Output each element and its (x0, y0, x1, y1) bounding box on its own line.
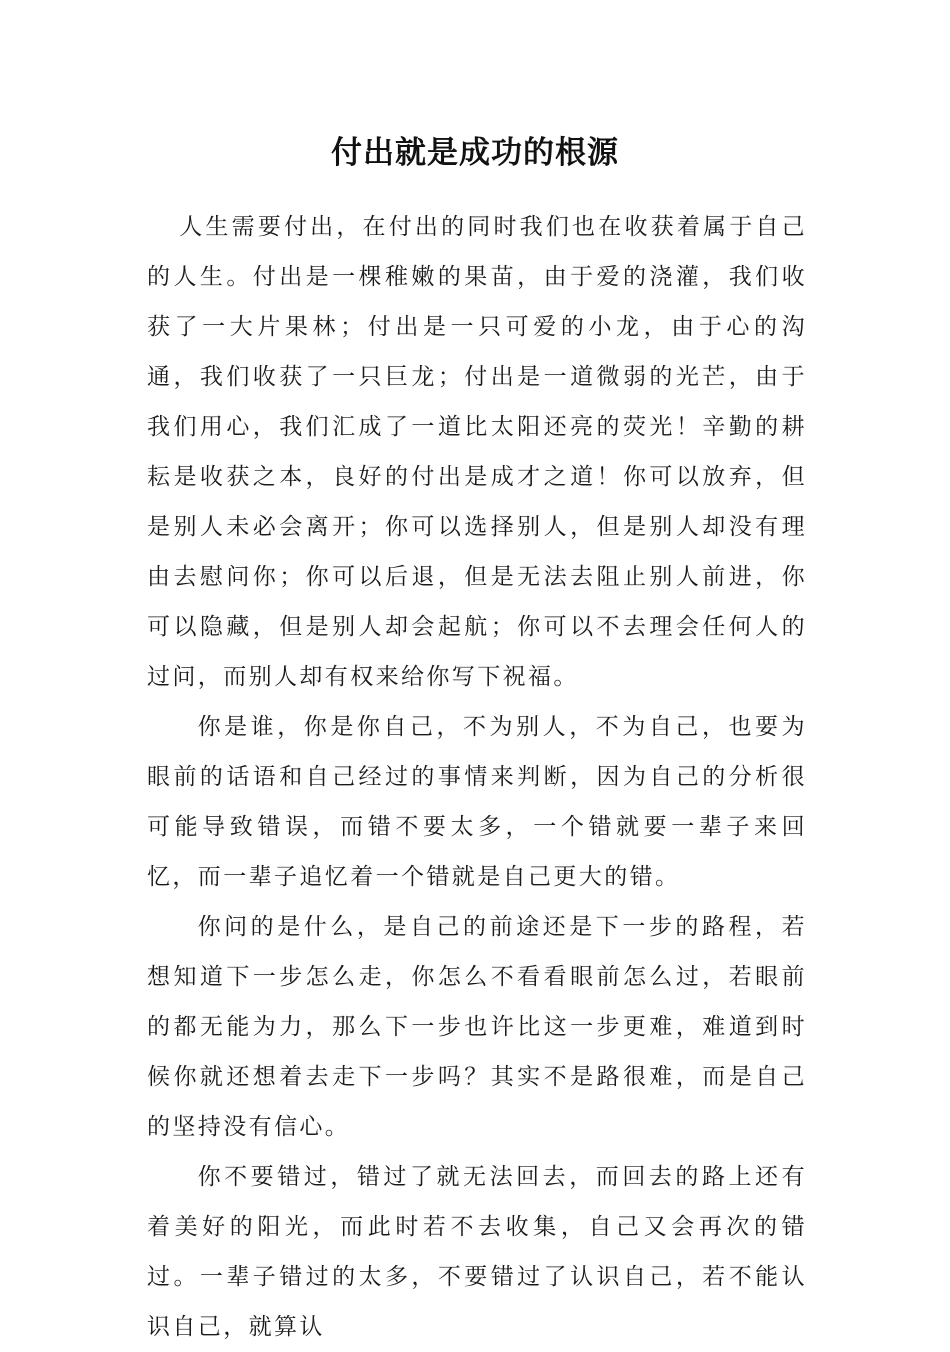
paragraph-4: 你不要错过，错过了就无法回去，而回去的路上还有着美好的阳光，而此时若不去收集，自己又会再次的错过。一辈子错过的太多，不要错过了认识自己，若不能认识自己，就算认 (147, 1164, 807, 1340)
paragraph-3: 你问的是什么，是自己的前途还是下一步的路程，若想知道下一步怎么走，你怎么不看看眼前怎么过，若眼前的都无能为力，那么下一步也许比这一步更难，难道到时候你就还想着去走下一步吗？其实不是路很难，而是自己的坚持没有信心。 (147, 914, 807, 1140)
paragraph-1: 人生需要付出，在付出的同时我们也在收获着属于自己的人生。付出是一棵稚嫩的果苗，由于爱的浇灌，我们收获了一大片果林；付出是一只可爱的小龙，由于心的沟通，我们收获了一只巨龙；付出是一道微弱的光芒，由于我们用心，我们汇成了一道比太阳还亮的荧光！辛勤的耕耘是收获之本，良好的付出是成才之道！你可以放弃，但是别人未必会离开；你可以选择别人，但是别人却没有理由去慰问你；你可以后退，但是无法去阻止别人前进，你可以隐藏，但是别人却会起航；你可以不去理会任何人的过问，而别人却有权来给你写下祝福。 (147, 214, 807, 690)
paragraph-2: 你是谁，你是你自己，不为别人，不为自己，也要为眼前的话语和自己经过的事情来判断，因为自己的分析很可能导致错误，而错不要太多，一个错就要一辈子来回忆，而一辈子追忆着一个错就是自己更大的错。 (147, 714, 807, 890)
document-body (147, 202, 807, 1352)
document-title: 付出就是成功的根源 (331, 135, 619, 171)
